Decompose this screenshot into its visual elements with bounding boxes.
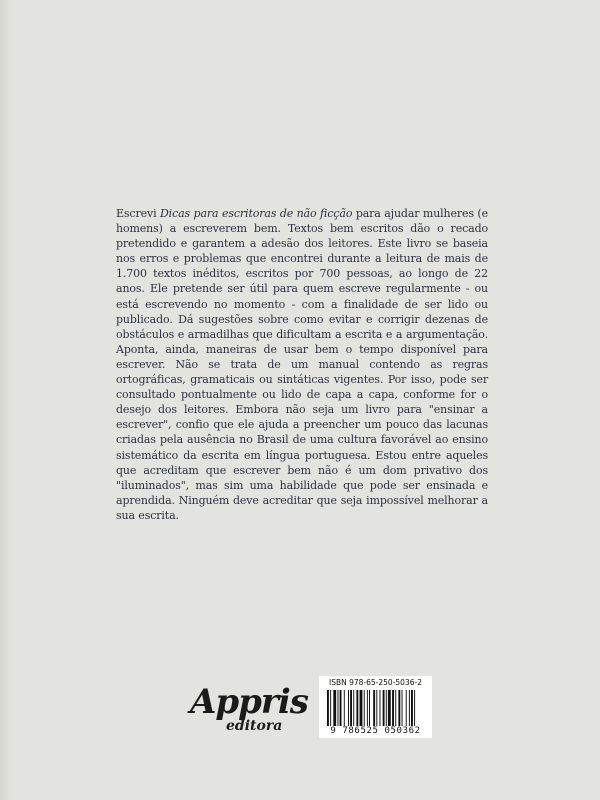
publisher-logo (186, 682, 308, 740)
cover-edge (0, 0, 12, 800)
isbn-label: ISBN 978-65-250-5036-2 (329, 678, 422, 687)
book-title: Dicas para escritoras de não ficção (159, 207, 353, 220)
back-cover-blurb (116, 206, 488, 523)
blurb-intro: Escrevi (116, 207, 160, 220)
publisher-subtitle: editora (226, 718, 283, 734)
blurb-body: para ajudar mulheres (e homens) a escreverem bem. Textos bem escritos dão o recado pretendido e garantem a adesão dos leitores. Este livro se baseia nos erros e problemas que encontrei durante a leitura de mais de 1.700 textos inéditos, escritos por 700 pessoas, ao longo de 22 anos. Ele pretende ser útil para quem escreve regularmente - ou está escrevendo no momento - com a finalidade de ser lido ou publicado. Dá sugestões sobre como evitar e corrigir dezenas de obstáculos e armadilhas que dificultam a escrita e a argumentação. Aponta, ainda, maneiras de usar bem o tempo disponível para escrever. Não se trata de um manual contendo as regras ortográficas, gramaticais ou sintáticas vigentes. Por isso, pode ser consultado pontualmente ou lido de capa a capa, conforme for o desejo dos leitores. Embora não seja um livro para "ensinar a escrever", confio que ele ajuda a preencher um pouco das lacunas criadas pela ausência no Brasil de uma cultura favorável ao ensino sistemático da escrita em língua portuguesa. Estou entre aqueles que acreditam que escrever bem não é um dom privativo dos "iluminados", mas sim uma habilidade que pode ser ensinada e aprendida. Ninguém deve acreditar que seja impossível melhorar a sua escrita. (116, 207, 488, 522)
publisher-name: Appris (190, 682, 308, 722)
barcode-bars (327, 690, 427, 726)
ean-digits: 9 786525 050362 (330, 726, 421, 736)
isbn-barcode (319, 676, 432, 738)
